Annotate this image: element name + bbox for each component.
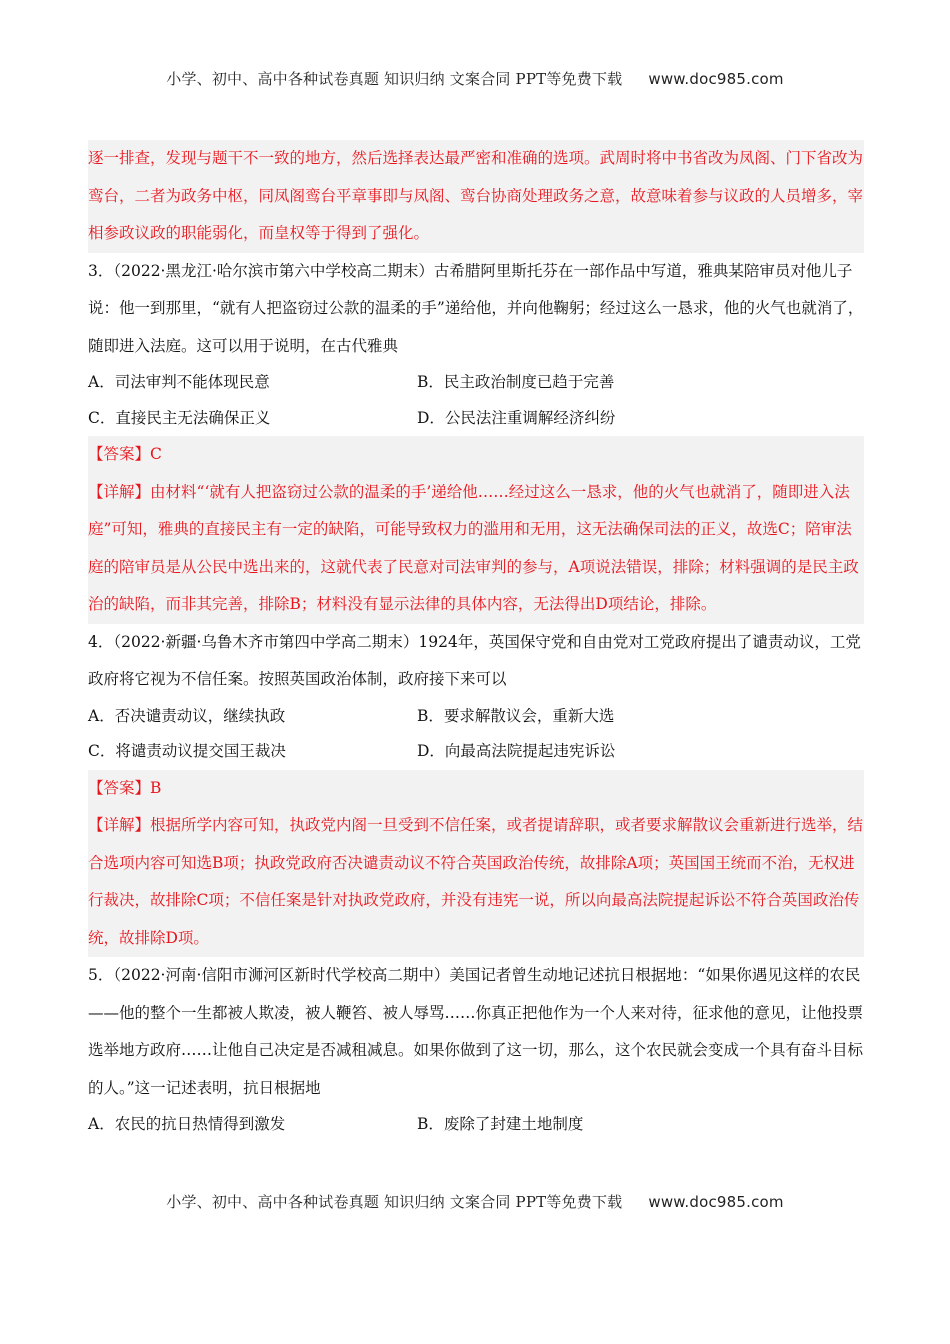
question-4-option-b[interactable]: B．要求解散议会，重新大选 [417,706,615,725]
header-url[interactable]: www.doc985.com [648,70,784,88]
question-3-option-c[interactable]: C．直接民主无法确保正义 [88,408,271,427]
footer-url[interactable]: www.doc985.com [648,1193,784,1211]
answer-value: C [150,445,162,463]
page-content [88,140,864,1143]
question-4-option-d[interactable]: D．向最高法院提起违宪诉讼 [417,742,616,760]
question-3-option-a[interactable]: A．司法审判不能体现民意 [88,373,270,391]
question-3-options-row-1 [88,365,864,401]
question-3-option-d[interactable]: D．公民法注重调解经济纠纷 [417,408,616,427]
question-5-option-a[interactable]: A．农民的抗日热情得到激发 [88,1115,286,1133]
question-4-detail [88,807,864,957]
detail-text: 由材料“‘就有人把盗窃过公款的温柔的手’递给他……经过这么一恳求，他的火气也就消了，随即进入法庭”可知，雅典的直接民主有一定的缺陷，可能导致权力的滥用和无用，这无法确保司法的正义，故选C；陪审法庭的陪审员是从公民中选出来的，这就代表了民意对司法审判的参与，A项说法错误，排除；材料强调的是民主政治的缺陷，而非其完善，排除B；材料没有显示法律的具体内容，无法得出D项结论，排除。 [88,482,859,613]
question-5-stem: 5．（2022·河南·信阳市浉河区新时代学校高二期中）美国记者曾生动地记述抗日根据地：“如果你遇见这样的农民——他的整个一生都被人欺凌，被人鞭笞、被人辱骂……你真正把他作为一个人来对待，征求他的意见，让他投票选举地方政府……让他自己决定是否减租减息。如果你做到了这一切，那么，这个农民就会变成一个具有奋斗目标的人。”这一记述表明，抗日根据地 [88,966,864,1097]
question-3-detail [88,474,864,624]
question-5-option-b[interactable]: B．废除了封建土地制度 [417,1115,584,1133]
detail-label: 【详解】 [88,816,151,834]
header-text: 小学、初中、高中各种试卷真题 知识归纳 文案合同 PPT等免费下载 [166,70,623,88]
answer-value: B [150,778,162,797]
question-4-option-a[interactable]: A．否决谴责动议，继续执政 [88,706,286,725]
prev-explanation: 逐一排查，发现与题干不一致的地方，然后选择表达最严密和准确的选项。武周时将中书省改为凤阁、门下省改为鸾台，二者为政务中枢，同凤阁鸾台平章事即与凤阁、鸾台协商处理政务之意，故意味着参与议政的人员增多，宰相参政议政的职能弱化，而皇权等于得到了强化。 [88,140,864,253]
question-4-option-c[interactable]: C．将谴责动议提交国王裁决 [88,742,286,760]
question-3-answer [88,436,864,474]
detail-text: 根据所学内容可知，执政党内阁一旦受到不信任案，或者提请辞职，或者要求解散议会重新进行选举，结合选项内容可知选B项；执政党政府否决谴责动议不符合英国政治传统，故排除A项；英国国王统而不治，无权进行裁决，故排除C项；不信任案是针对执政党政府，并没有违宪一说，所以向最高法院提起诉讼不符合英国政治传统，故排除D项。 [88,816,864,947]
question-4-options-row-1 [88,699,864,735]
answer-label: 【答案】 [88,778,151,797]
question-3-stem: 3．（2022·黑龙江·哈尔滨市第六中学校高二期末）古希腊阿里斯托芬在一部作品中写道，雅典某陪审员对他儿子说：他一到那里，“就有人把盗窃过公款的温柔的手”递给他，并向他鞠躬；经过这么一恳求，他的火气也就消了，随即进入法庭。这可以用于说明，在古代雅典 [88,261,864,355]
question-4-answer [88,770,864,808]
question-5-options-row-1 [88,1107,864,1143]
page-footer [0,1191,950,1212]
answer-label: 【答案】 [88,445,151,463]
detail-label: 【详解】 [88,482,151,501]
page-header [0,68,950,89]
footer-text: 小学、初中、高中各种试卷真题 知识归纳 文案合同 PPT等免费下载 [166,1193,623,1211]
question-3-option-b[interactable]: B．民主政治制度已趋于完善 [417,373,615,391]
question-4-stem: 4．（2022·新疆·乌鲁木齐市第四中学高二期末）1924年，英国保守党和自由党对工党政府提出了谴责动议，工党政府将它视为不信任案。按照英国政治体制，政府接下来可以 [88,632,861,688]
question-3-options-row-2 [88,401,864,437]
question-4-options-row-2 [88,734,864,770]
